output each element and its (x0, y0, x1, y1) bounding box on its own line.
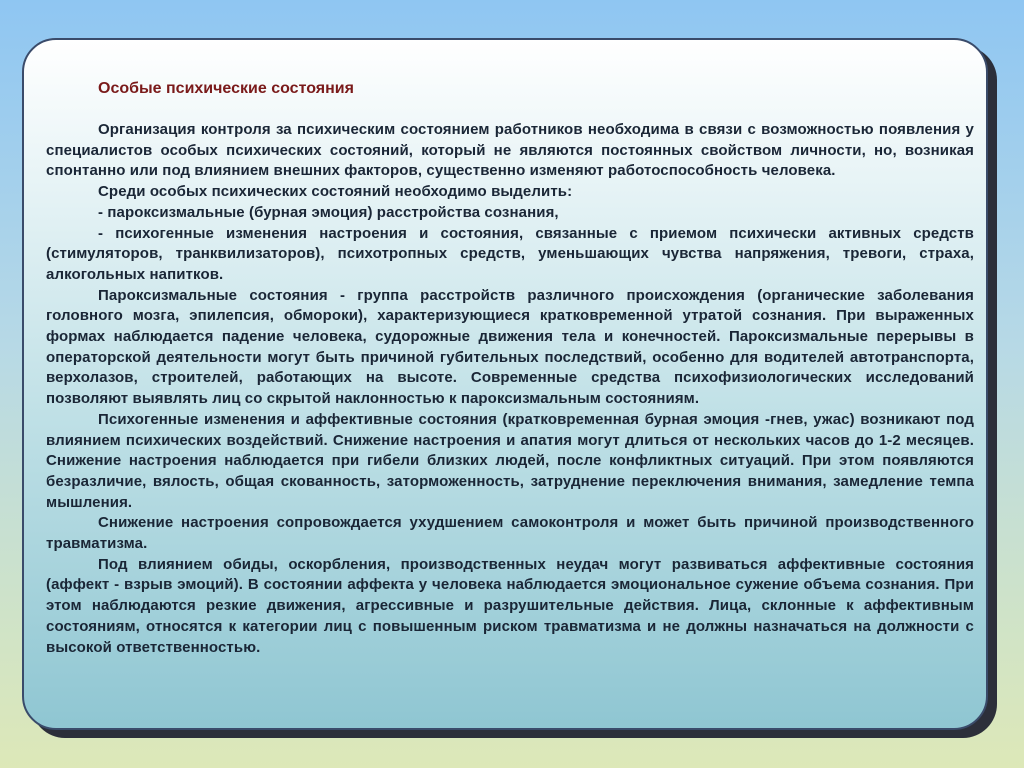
paragraph-paroxysmal: Пароксизмальные состояния - группа расстройств различного происхождения (органические заболевания головного мозга, эпилепсия, обмороки), характеризующиеся кратковременной утратой сознания. При выраженных формах наблюдается падение человека, судорожные движения тела и конечностей. Пароксизмальные перерывы в операторской деятельности могут быть причиной губительных последствий, особенно для водителей автотранспорта, верхолазов, строителей, работающих на высоте. Современные средства психофизиологических исследований позволяют выявлять лиц со скрытой наклонностью к пароксизмальным состояниям. (46, 286, 974, 408)
paragraph-list-item-2: - психогенные изменения настроения и состояния, связанные с приемом психически активных средств (стимуляторов, транквилизаторов), психотропных средств, уменьшающих чувства напряжения, тревоги, страха, алкогольных напитков. (46, 224, 974, 283)
slide-body (46, 120, 974, 658)
paragraph-mood-decrease: Снижение настроения сопровождается ухудшением самоконтроля и может быть причиной производственного травматизма. (46, 514, 974, 553)
paragraph-intro: Организация контроля за психическим состоянием работников необходима в связи с возможностью появления у специалистов особых психических состояний, который не являются постоянных свойством личности, но, возникая спонтанно или под влиянием внешних факторов, существенно изменяют работоспособность человека. (46, 121, 974, 180)
slide-card (22, 38, 988, 730)
slide-title: Особые психические состояния (98, 80, 354, 97)
paragraph-affective: Под влиянием обиды, оскорбления, производственных неудач могут развиваться аффективные состояния (аффект - взрыв эмоций). В состоянии аффекта у человека наблюдается эмоциональное сужение объема сознания. При этом наблюдаются резкие движения, агрессивные и разрушительные действия. Лица, склонные к аффективным состояниям, относятся к категории лиц с повышенным риском травматизма и не должны назначаться на должности с высокой ответственностью. (46, 555, 974, 656)
paragraph-list-item-1: - пароксизмальные (бурная эмоция) расстройства сознания, (98, 203, 559, 221)
paragraph-list-heading: Среди особых психических состояний необходимо выделить: (98, 183, 573, 201)
paragraph-psychogenic: Психогенные изменения и аффективные состояния (кратковременная бурная эмоция -гнев, ужас) возникают под влиянием психических воздействий. Снижение настроения и апатия могут длиться от нескольких часов до 1-2 месяцев. Снижение настроения наблюдается при гибели близких людей, после конфликтных ситуаций. При этом появляются безразличие, вялость, общая скованность, заторможенность, затруднение переключения внимания, замедление темпа мышления. (46, 410, 974, 511)
